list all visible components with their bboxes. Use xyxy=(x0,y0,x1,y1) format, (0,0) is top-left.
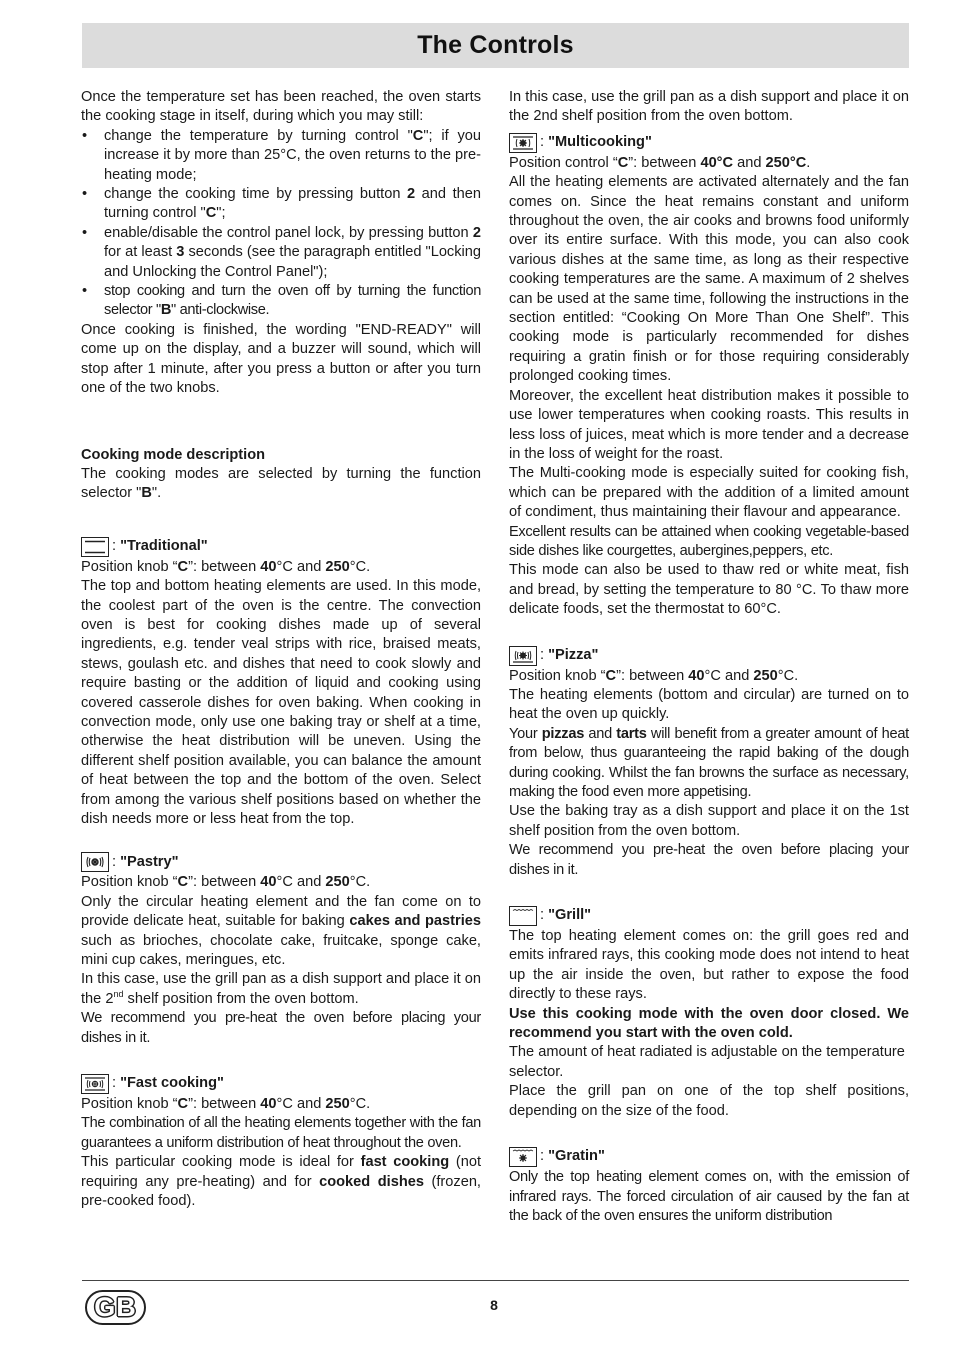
traditional-description: The top and bottom heating elements are used. In this mode, the coolest part of the oven is the centre. The convection oven is best for cooking dishes made up of several ingredients, e.g. tender veal strips with rice, braised meats, stews, goulash etc. and dishes that need to cook slowly and require basting or the addition of liquid and cooking using covered casserole dishes for oven baking. When cooking in convection mode, only use one baking tray or shelf at a time, otherwise the heat distribution will be uneven. Using the different shelf position available, you can balance the amount of heat between the top and the bottom of the oven. Select from among the various shelf positions based on whether the dish needs more or less heat from the top. xyxy=(81,578,481,827)
grill-heading: : "Grill" xyxy=(509,905,909,927)
multicooking-thaw: This mode can also be used to thaw red or white meat, fish and bread, by setting the temperature to 80 °C. To thaw more delicate foods, set the thermostat to 60°C. xyxy=(509,562,909,618)
pastry-description: Only the circular heating element and the fan come on to provide delicate heat, suitable for baking cakes and pastries such as brioches, chocolate cake, fruitcake, sponge cake, mini cup cakes, meringues, etc. xyxy=(81,893,481,969)
multicooking-heading: : "Multicooking" xyxy=(509,132,909,154)
grill-description: The top heating element comes on: the grill goes red and emits infrared rays, this cooking mode does not intend to heat up the air inside the oven, but rather to expose the food directly to these rays. xyxy=(509,928,909,1003)
fast-cooking-ideal: This particular cooking mode is ideal for fast cooking (not requiring any pre-heating) and for cooked dishes (frozen, pre-cooked food). xyxy=(81,1154,482,1210)
multicooking-roasts: Moreover, the excellent heat distribution makes it possible to use lower temperatures when cooking roasts. This results in less loss of juices, meat which is more tender and a decrease in the loss of weight for the roast. xyxy=(509,387,909,462)
title-bar xyxy=(82,23,909,68)
fast-cooking-heading: : "Fast cooking" xyxy=(81,1073,481,1095)
list-item: • enable/disable the control panel lock, by pressing button 2 for at least 3 seconds (see the paragraph entitled "Locking and Unlocking the Control Panel"); xyxy=(81,224,481,282)
pizza-mode-icon xyxy=(509,646,537,666)
left-column xyxy=(81,88,481,1212)
pizza-position: Position knob “C”: between 40°C and 250°C. xyxy=(509,667,799,684)
pastry-grill-note: In this case, use the grill pan as a dish support and place it on the 2nd shelf position from the oven bottom. xyxy=(81,971,481,1007)
pastry-position: Position knob “C”: between 40°C and 250°C. xyxy=(81,874,371,891)
pizza-tray-note: Use the baking tray as a dish support and place it on the 1st shelf position from the oven bottom. xyxy=(509,803,909,839)
end-ready-paragraph: Once cooking is finished, the wording "END-READY" will come up on the display, and a buzzer will sound, which will stop after 1 minute, after you press a button or after you turn one of the two knobs. xyxy=(81,321,481,397)
pizza-preheat-note: We recommend you pre-heat the oven before placing your dishes in it. xyxy=(509,842,909,878)
grill-adjust-note: The amount of heat radiated is adjustable on the temperature selector. xyxy=(509,1044,905,1080)
traditional-heading: : "Traditional" xyxy=(81,536,481,558)
cooking-mode-heading: Cooking mode description xyxy=(81,446,266,463)
multicooking-vegetables: Excellent results can be attained when cooking vegetable-based side dishes like courgettes, aubergines,peppers, etc. xyxy=(509,523,909,559)
list-item: • change the temperature by turning control "C"; if you increase it by more than 25°C, the oven returns to the pre-heating mode; xyxy=(81,127,481,185)
fast-cooking-description: The combination of all the heating elements together with the fan guarantees a uniform distribution of heat throughout the oven. xyxy=(81,1115,481,1151)
page-title: The Controls xyxy=(417,31,574,59)
list-item: • stop cooking and turn the oven off by turning the function selector "B" anti-clockwise. xyxy=(81,282,481,321)
fast-cooking-mode-icon xyxy=(81,1074,109,1094)
traditional-position: Position knob “C”: between 40°C and 250°C. xyxy=(81,558,371,575)
grill-mode-icon xyxy=(509,906,537,926)
pizza-description: The heating elements (bottom and circular) are turned on to heat the oven up quickly. xyxy=(509,686,909,723)
footer-divider xyxy=(82,1280,909,1281)
language-badge: GB xyxy=(85,1290,146,1325)
page-number: 8 xyxy=(490,1297,498,1313)
multicooking-description: All the heating elements are activated alternately and the fan comes on. Since the heat remains constant and uniform throughout the oven, the air cooks and browns food uniformly over its entire surface. With this mode, you can also cook various dishes at the same time, as long as their respective cooking temperatures are the same. A maximum of 2 shelves can be used at the same time, following the instructions in the section entitled: “Cooking On More Than One Shelf”. This cooking mode is particularly recommended for dishes requiring a gratin finish or for those requiring considerably prolonged cooking times. xyxy=(509,174,909,385)
still-options-list xyxy=(81,127,481,321)
fast-cooking-position: Position knob “C”: between 40°C and 250°C. xyxy=(81,1096,371,1113)
list-item: • change the cooking time by pressing button 2 and then turning control "C"; xyxy=(81,185,481,224)
grill-shelf-note: Place the grill pan on one of the top shelf positions, depending on the size of the food. xyxy=(509,1083,909,1119)
pastry-mode-icon xyxy=(81,852,109,872)
cooking-mode-intro: The cooking modes are selected by turning the function selector "B". xyxy=(81,465,481,502)
traditional-mode-icon xyxy=(81,537,109,557)
pastry-continued-note: In this case, use the grill pan as a dish support and place it on the 2nd shelf position from the oven bottom. xyxy=(509,89,909,125)
pizza-benefit: Your pizzas and tarts will benefit from a greater amount of heat from below, thus guaranteeing the rapid baking of the dough during cooking. Whilst the fan browns the surface as necessary, making the food even more appetising. xyxy=(509,725,909,800)
gratin-mode-icon xyxy=(509,1147,537,1167)
multicooking-mode-icon xyxy=(509,133,537,153)
gratin-description: Only the top heating element comes on, with the emission of infrared rays. The forced circulation of air caused by the fan at the back of the oven ensures the uniform distribution xyxy=(509,1169,909,1224)
multicooking-position: Position control “C”: between 40°C and 250°C. xyxy=(509,154,811,171)
pastry-heading: : "Pastry" xyxy=(81,851,481,873)
intro-paragraph: Once the temperature set has been reached, the oven starts the cooking stage in itself, during which you may still: xyxy=(81,89,481,125)
gratin-heading: : "Gratin" xyxy=(509,1146,909,1168)
pizza-heading: : "Pizza" xyxy=(509,645,909,667)
right-column xyxy=(509,88,909,1226)
pastry-preheat-note: We recommend you pre-heat the oven before placing your dishes in it. xyxy=(81,1010,481,1046)
multicooking-fish: The Multi-cooking mode is especially suited for cooking fish, which can be prepared with the addition of a limited amount of condiment, thus maintaining their flavour and appearance. xyxy=(509,465,909,521)
grill-warning: Use this cooking mode with the oven door closed. We recommend you start with the oven cold. xyxy=(509,1005,909,1042)
